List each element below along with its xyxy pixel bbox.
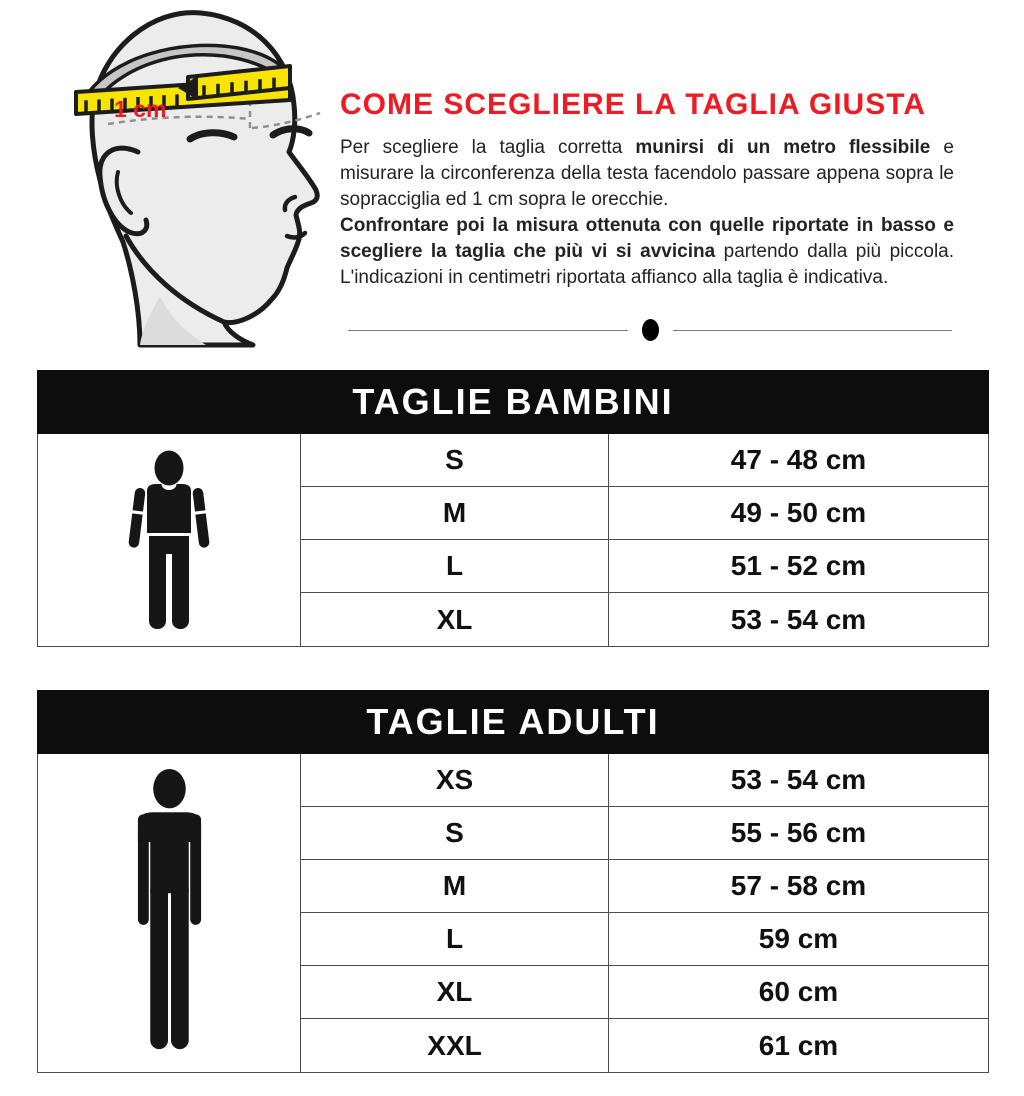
size-cell: L	[301, 913, 609, 965]
cm-cell: 49 - 50 cm	[730, 497, 867, 528]
size-row	[301, 1019, 988, 1072]
size-row	[301, 593, 988, 646]
size-row	[301, 966, 988, 1019]
cm-cell: 55 - 56 cm	[730, 817, 867, 848]
cm-cell: 57 - 58 cm	[730, 870, 867, 901]
size-cell: S	[301, 434, 609, 486]
table-taglie-bambini	[37, 370, 989, 647]
size-row	[301, 540, 988, 593]
cm-cell: 59 cm	[758, 923, 839, 954]
table-bambini-title: TAGLIE BAMBINI	[37, 370, 989, 434]
size-row	[301, 754, 988, 807]
cm-cell: 47 - 48 cm	[730, 444, 867, 475]
size-cell: XXL	[301, 1019, 609, 1072]
adult-pictogram-icon	[117, 765, 222, 1061]
size-cell: M	[301, 860, 609, 912]
intro-text-segment: Per scegliere la taglia corretta	[340, 137, 636, 158]
divider-dot	[642, 319, 659, 341]
size-cell: XS	[301, 754, 609, 806]
size-cell: XL	[301, 593, 609, 646]
size-row	[301, 807, 988, 860]
cm-cell: 53 - 54 cm	[730, 603, 867, 635]
size-cell: L	[301, 540, 609, 592]
divider-line	[673, 330, 953, 331]
size-row	[301, 913, 988, 966]
intro-text-bold: Confrontare poi la misura ottenuta con quelle riportate in basso e scegliere la taglia che più vi si avvicina	[340, 215, 954, 262]
child-pictogram-icon	[123, 447, 215, 633]
intro-paragraph-1	[340, 135, 954, 213]
section-divider	[348, 319, 952, 341]
intro-text-bold: munirsi di un metro flessibile	[635, 137, 931, 158]
cm-cell: 60 cm	[758, 976, 839, 1007]
intro-paragraph-2	[340, 213, 954, 291]
cm-cell: 61 cm	[758, 1029, 839, 1061]
intro-text-segment: e misurare la circonferenza della testa facendolo passare appena sopra le sopracciglia ed 1 cm sopra le orecchie.	[340, 137, 954, 210]
size-cell: XL	[301, 966, 609, 1018]
intro-text-segment: partendo dalla più piccola. L'indicazioni in centimetri riportata affianco alla taglia è indicativa.	[340, 241, 955, 288]
tape-measure-label: 1 cm	[114, 96, 167, 122]
table-taglie-adulti	[37, 690, 989, 1073]
size-cell: M	[301, 487, 609, 539]
divider-line	[348, 330, 628, 331]
head-measurement-illustration	[28, 0, 333, 348]
cm-cell: 51 - 52 cm	[730, 550, 867, 581]
size-row	[301, 434, 988, 487]
adult-icon	[38, 754, 301, 1072]
page-title: COME SCEGLIERE LA TAGLIA GIUSTA	[340, 88, 926, 121]
size-row	[301, 860, 988, 913]
size-row	[301, 487, 988, 540]
table-adulti-title: TAGLIE ADULTI	[37, 690, 989, 754]
size-cell: S	[301, 807, 609, 859]
child-icon	[38, 434, 301, 646]
intro-section	[340, 88, 954, 291]
cm-cell: 53 - 54 cm	[730, 764, 867, 795]
